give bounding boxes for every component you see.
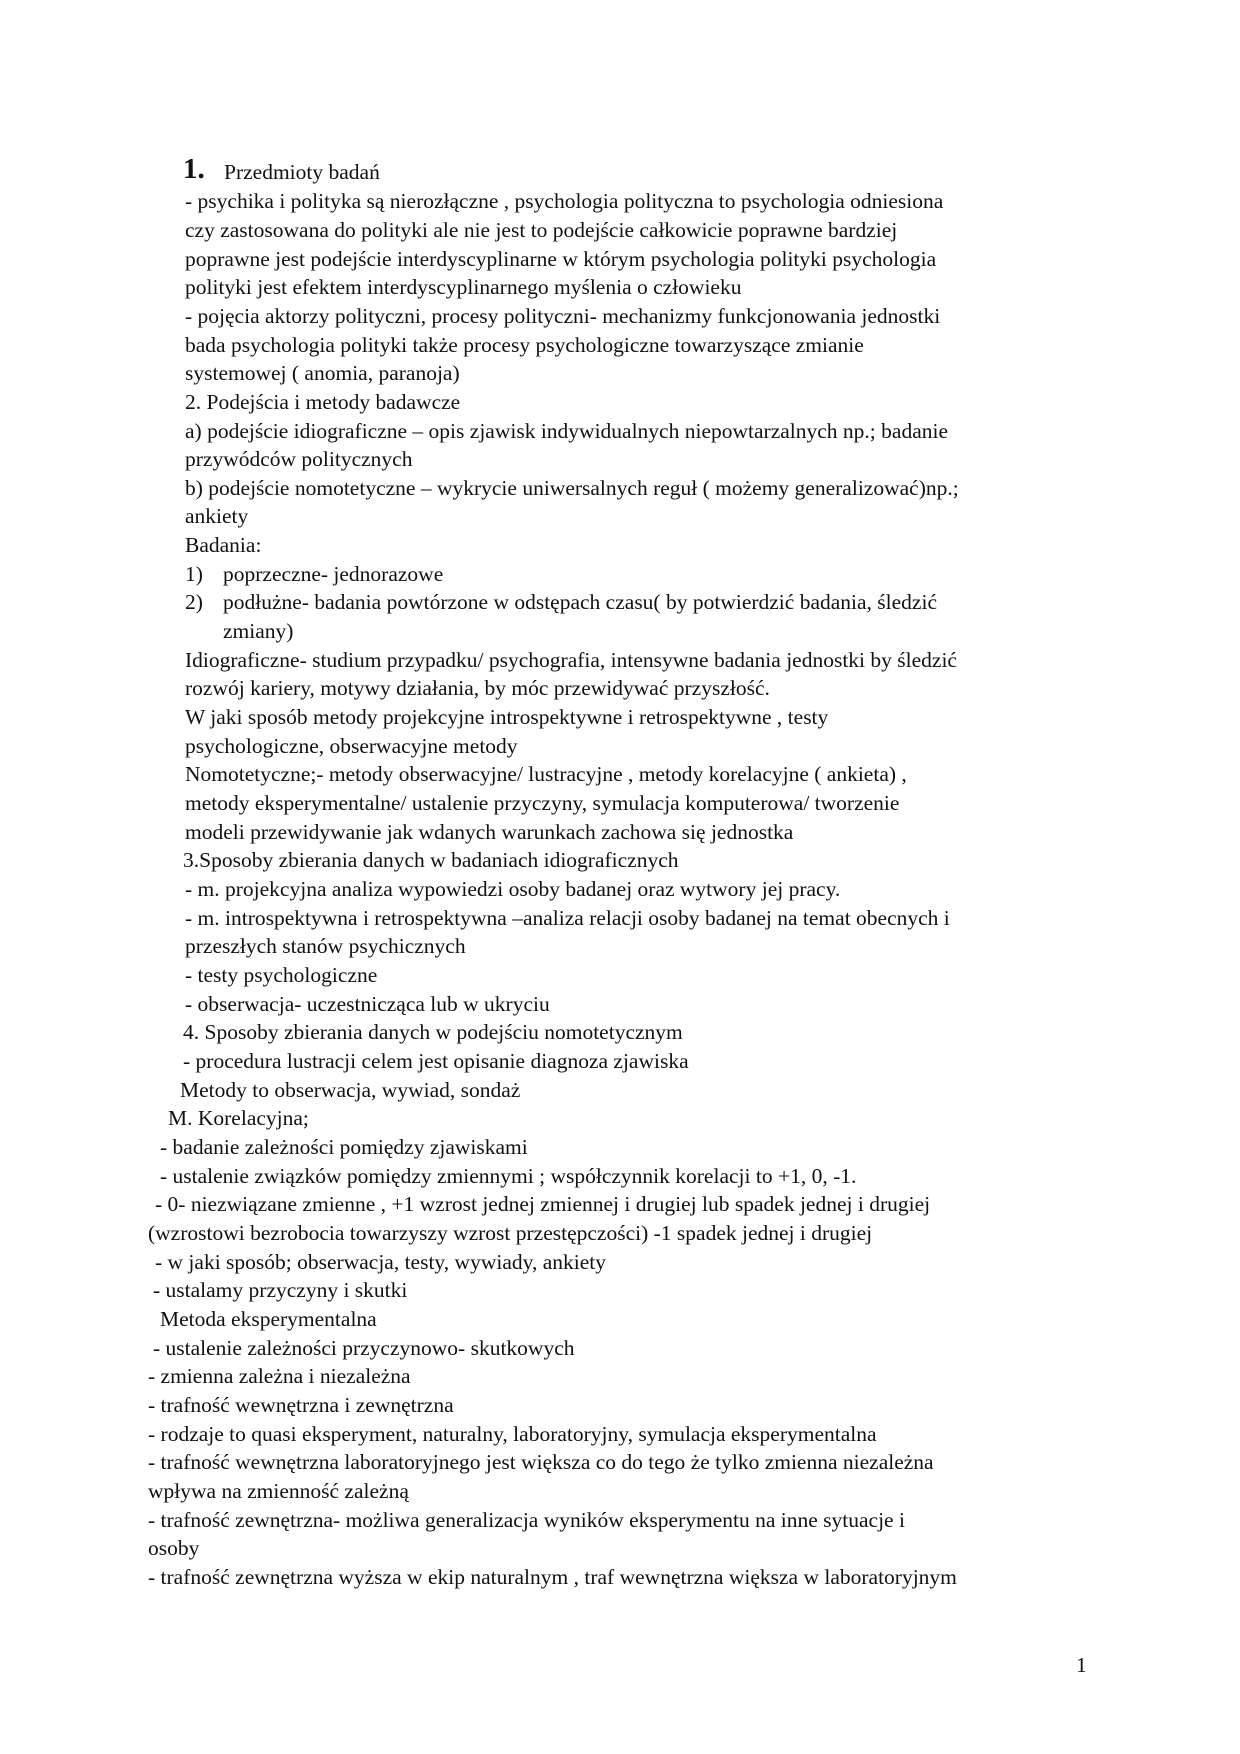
text-line: - 0- niezwiązane zmienne , +1 wzrost jednej zmiennej i drugiej lub spadek jednej i drugiej: [155, 1192, 931, 1216]
text-line: Idiograficzne- studium przypadku/ psychografia, intensywne badania jednostki by śledzić: [185, 648, 957, 672]
text-line: poprawne jest podejście interdyscyplinarne w którym psychologia polityki psychologia: [185, 247, 937, 271]
section-heading: 2. Podejścia i metody badawcze: [185, 390, 461, 414]
text-line: - trafność zewnętrzna wyższa w ekip naturalnym , traf wewnętrzna większa w laboratoryjnym: [148, 1565, 957, 1589]
heading-number: 1.: [183, 153, 205, 185]
text-line: wpływa na zmienność zależną: [148, 1479, 409, 1503]
list-item: poprzeczne- jednorazowe: [223, 562, 444, 586]
text-line: modeli przewidywanie jak wdanych warunkach zachowa się jednostka: [185, 820, 794, 844]
text-line: ankiety: [185, 504, 249, 528]
text-line: - procedura lustracji celem jest opisanie diagnoza zjawiska: [183, 1049, 689, 1073]
text-line: czy zastosowana do polityki ale nie jest to podejście całkowicie poprawne bardziej: [185, 218, 898, 242]
list-item: podłużne- badania powtórzone w odstępach czasu( by potwierdzić badania, śledzić: [223, 590, 937, 614]
text-line: Badania:: [185, 533, 262, 557]
text-line: - ustalamy przyczyny i skutki: [153, 1278, 408, 1302]
list-item-marker: 1): [185, 562, 203, 586]
text-line: Nomotetyczne;- metody obserwacyjne/ lustracyjne , metody korelacyjne ( ankieta) ,: [185, 762, 907, 786]
text-line: Metody to obserwacja, wywiad, sondaż: [180, 1078, 521, 1102]
text-line: psychologiczne, obserwacyjne metody: [185, 734, 518, 758]
text-line: - ustalenie zależności przyczynowo- skutkowych: [153, 1336, 575, 1360]
text-line: - obserwacja- uczestnicząca lub w ukryciu: [185, 992, 550, 1016]
text-line: - rodzaje to quasi eksperyment, naturalny, laboratoryjny, symulacja eksperymentalna: [148, 1422, 877, 1446]
text-line: metody eksperymentalne/ ustalenie przyczyny, symulacja komputerowa/ tworzenie: [185, 791, 900, 815]
section-heading: 4. Sposoby zbierania danych w podejściu nomotetycznym: [183, 1020, 683, 1044]
text-line: - w jaki sposób; obserwacja, testy, wywiady, ankiety: [155, 1250, 606, 1274]
text-line: - m. introspektywna i retrospektywna –analiza relacji osoby badanej na temat obecnych i: [185, 906, 950, 930]
text-line: systemowej ( anomia, paranoja): [185, 361, 460, 385]
text-line: osoby: [148, 1536, 200, 1560]
text-line: W jaki sposób metody projekcyjne introspektywne i retrospektywne , testy: [185, 705, 829, 729]
list-item-marker: 2): [185, 590, 203, 614]
text-line: Metoda eksperymentalna: [160, 1307, 377, 1331]
text-line: a) podejście idiograficzne – opis zjawisk indywidualnych niepowtarzalnych np.; badanie: [185, 419, 948, 443]
text-line: przeszłych stanów psychicznych: [185, 934, 466, 958]
text-line: - badanie zależności pomiędzy zjawiskami: [160, 1135, 528, 1159]
text-line: rozwój kariery, motywy działania, by móc przewidywać przyszłość.: [185, 676, 770, 700]
text-line: - m. projekcyjna analiza wypowiedzi osoby badanej oraz wytwory jej pracy.: [185, 877, 841, 901]
page-number: 1: [1076, 1653, 1087, 1677]
text-line: - pojęcia aktorzy polityczni, procesy polityczni- mechanizmy funkcjonowania jednostki: [185, 304, 941, 328]
text-line: - testy psychologiczne: [185, 963, 378, 987]
text-line: - trafność wewnętrzna laboratoryjnego jest większa co do tego że tylko zmienna niezależna: [148, 1450, 934, 1474]
text-line: M. Korelacyjna;: [168, 1106, 309, 1130]
text-line: bada psychologia polityki także procesy psychologiczne towarzyszące zmianie: [185, 333, 864, 357]
text-line: - ustalenie związków pomiędzy zmiennymi ; współczynnik korelacji to +1, 0, -1.: [160, 1164, 857, 1188]
text-line: zmiany): [223, 619, 294, 643]
text-line: polityki jest efektem interdyscyplinarnego myślenia o człowieku: [185, 275, 742, 299]
heading-title: Przedmioty badań: [224, 160, 380, 184]
text-line: - zmienna zależna i niezależna: [148, 1364, 411, 1388]
section-heading: 3.Sposoby zbierania danych w badaniach idiograficznych: [183, 848, 679, 872]
text-line: - trafność wewnętrzna i zewnętrzna: [148, 1393, 454, 1417]
text-line: (wzrostowi bezrobocia towarzyszy wzrost przestępczości) -1 spadek jednej i drugiej: [148, 1221, 873, 1245]
text-line: b) podejście nomotetyczne – wykrycie uniwersalnych reguł ( możemy generalizować)np.;: [185, 476, 959, 500]
text-line: - psychika i polityka są nierozłączne , psychologia polityczna to psychologia odniesiona: [185, 189, 944, 213]
text-line: przywódców politycznych: [185, 447, 413, 471]
text-line: - trafność zewnętrzna- możliwa generalizacja wyników eksperymentu na inne sytuacje i: [148, 1508, 905, 1532]
